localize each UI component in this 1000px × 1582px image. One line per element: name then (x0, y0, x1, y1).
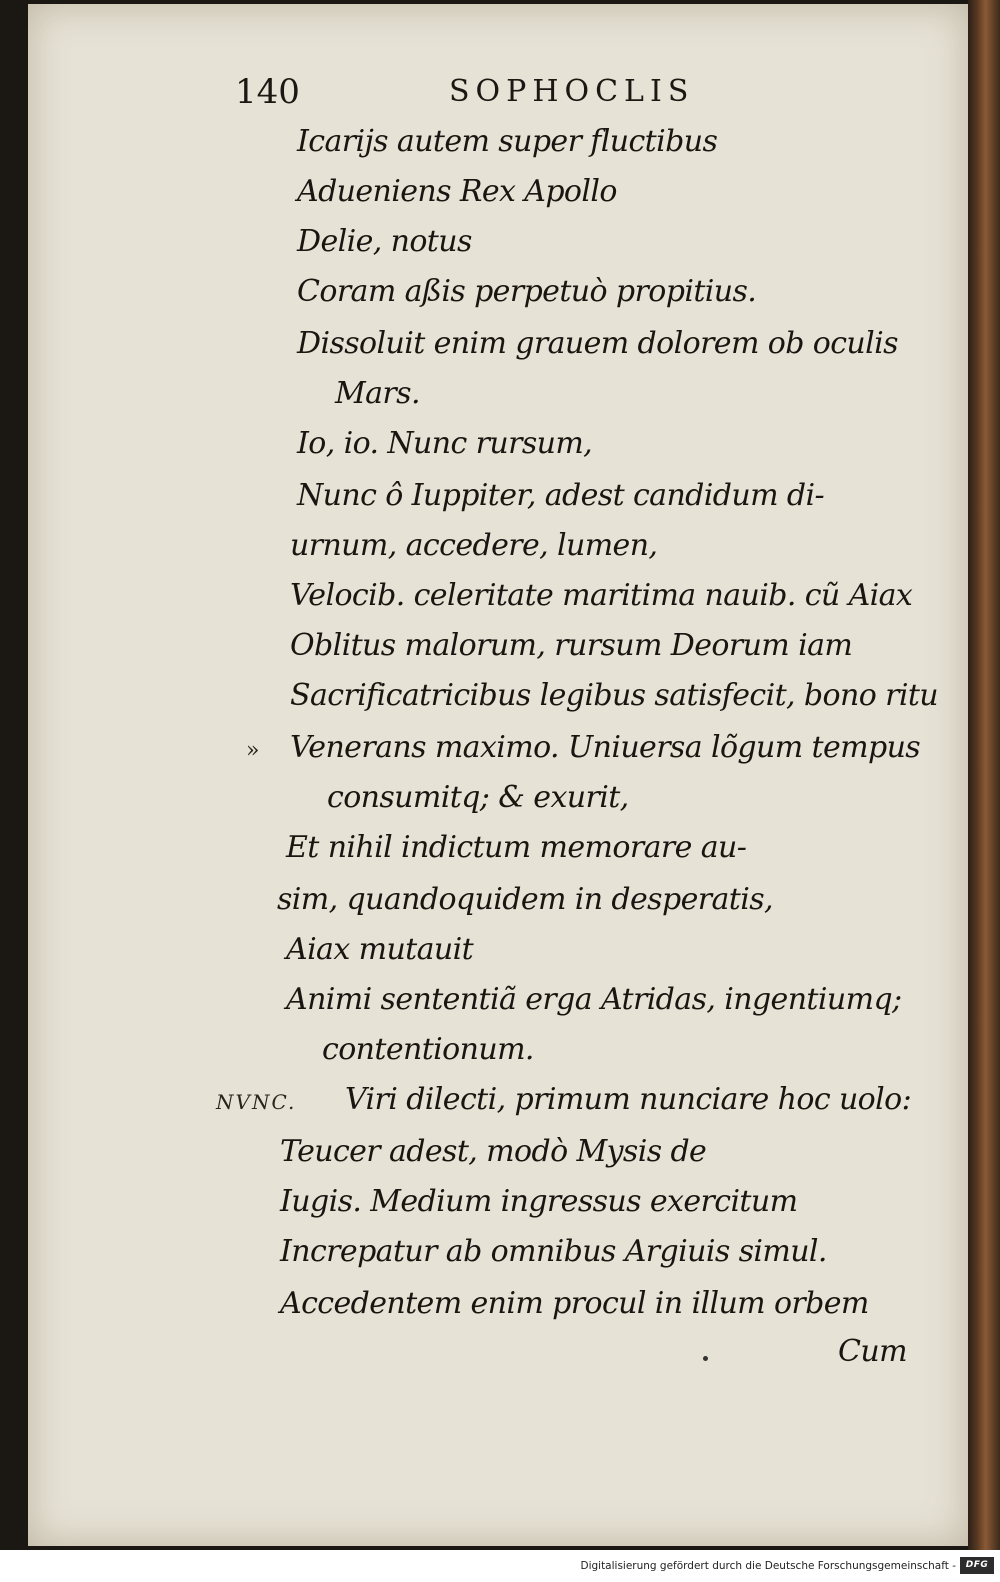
text-line: Io, io. Nunc rursum, (297, 426, 593, 461)
text-line: Accedentem enim procul in illum orbem (280, 1286, 869, 1321)
quotation-marker: » (246, 738, 260, 763)
dfg-logo: DFG (960, 1557, 994, 1574)
catchword: Cum (838, 1334, 907, 1369)
running-head: SOPHOCLIS (449, 74, 695, 109)
book-spine (968, 0, 1000, 1550)
speaker-label: NVNC. (216, 1090, 297, 1114)
footer-text: Digitalisierung gefördert durch die Deutsche Forschungsgemeinschaft - (580, 1560, 956, 1572)
text-line: Teucer adest, modò Mysis de (280, 1134, 707, 1169)
text-line: Sacrificatricibus legibus satisfecit, bono ritu (290, 678, 939, 713)
text-line: Icarijs autem super fluctibus (297, 124, 718, 159)
text-line: Coram aßis perpetuò propitius. (297, 274, 757, 309)
text-line: Adueniens Rex Apollo (297, 174, 617, 209)
text-line: consumitq; & exurit, (327, 780, 629, 815)
text-line: sim, quandoquidem in desperatis, (277, 882, 773, 917)
page-header (205, 68, 765, 118)
page-number: 140 (235, 72, 300, 112)
text-line: Dissoluit enim grauem dolorem ob oculis (297, 326, 898, 361)
text-line: Increpatur ab omnibus Argiuis simul. (280, 1234, 827, 1269)
text-line: Animi sententiã erga Atridas, ingentiumq; (286, 982, 902, 1017)
text-line: Velocib. celeritate maritima nauib. cũ Aiax (290, 578, 913, 613)
text-line: Viri dilecti, primum nunciare hoc uolo: (345, 1082, 912, 1117)
text-line: Aiax mutauit (286, 932, 474, 967)
text-line: Iugis. Medium ingressus exercitum (280, 1184, 798, 1219)
text-line: Mars. (335, 376, 420, 411)
text-line: Delie, notus (297, 224, 472, 259)
ink-dot (703, 1356, 708, 1361)
text-line: Et nihil indictum memorare au- (286, 830, 747, 865)
text-line: Oblitus malorum, rursum Deorum iam (290, 628, 853, 663)
text-line: Nunc ô Iuppiter, adest candidum di- (297, 478, 825, 513)
text-line: Venerans maximo. Uniuersa lõgum tempus (290, 730, 921, 765)
text-line: contentionum. (322, 1032, 534, 1067)
text-line: urnum, accedere, lumen, (290, 528, 658, 563)
